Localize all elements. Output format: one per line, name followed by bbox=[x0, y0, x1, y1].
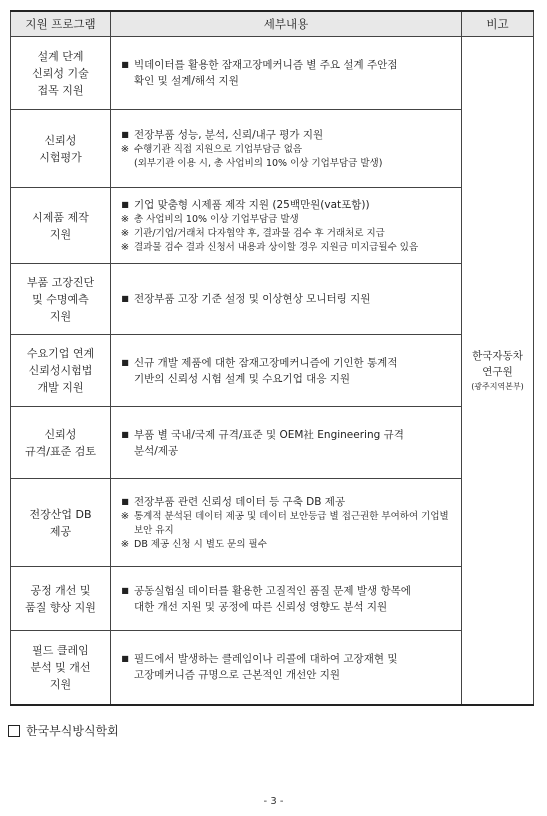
detail-text: 대한 개선 지원 및 공정에 따른 신뢰성 영향도 분석 지원 bbox=[134, 600, 388, 613]
detail-continuation-line bbox=[119, 667, 455, 683]
detail-note-line bbox=[119, 143, 455, 157]
detail-text: 총 사업비의 10% 이상 기업부담금 발생 bbox=[134, 213, 299, 225]
note-organization: 한국자동차 연구원 bbox=[472, 349, 523, 378]
table-row bbox=[11, 264, 534, 335]
detail-continuation-line bbox=[119, 73, 455, 89]
detail-text: 고장메커니즘 규명으로 근본적인 개선안 지원 bbox=[134, 669, 341, 682]
detail-text: 분석/제공 bbox=[134, 444, 179, 457]
detail-text: 결과물 검수 결과 신청서 내용과 상이할 경우 지원금 미지급될수 있음 bbox=[134, 241, 419, 253]
program-detail bbox=[111, 188, 462, 264]
program-name: 전장산업 DB 제공 bbox=[11, 479, 111, 567]
table-header-row bbox=[11, 11, 534, 37]
checkbox-square-icon bbox=[8, 725, 20, 737]
square-bullet-icon: ■ bbox=[121, 429, 129, 439]
page-number: - 3 - bbox=[263, 796, 284, 807]
detail-note-line bbox=[119, 538, 455, 552]
detail-text: 신규 개발 제품에 대한 잠재고장메커니즘에 기인한 통계적 bbox=[134, 356, 398, 369]
detail-bullet-line bbox=[119, 57, 455, 73]
detail-bullet-line bbox=[119, 291, 455, 307]
detail-continuation-line bbox=[119, 443, 455, 459]
program-name: 설계 단계 신뢰성 기술 접목 지원 bbox=[11, 37, 111, 110]
detail-text: 전장부품 고장 기준 설정 및 이상현상 모니터링 지원 bbox=[134, 293, 371, 305]
detail-note-line bbox=[119, 213, 455, 227]
table-row bbox=[11, 407, 534, 479]
detail-text: 필드에서 발생하는 클레임이나 리콜에 대하여 고장재현 및 bbox=[134, 653, 398, 666]
program-detail bbox=[111, 264, 462, 335]
reference-mark-icon: ※ bbox=[120, 143, 130, 155]
reference-mark-icon: ※ bbox=[120, 241, 130, 253]
detail-bullet-line bbox=[119, 583, 455, 599]
program-name: 신뢰성 규격/표준 검토 bbox=[11, 407, 111, 479]
square-bullet-icon: ■ bbox=[121, 654, 129, 664]
square-bullet-icon: ■ bbox=[121, 357, 129, 367]
program-name: 필드 클레임 분석 및 개선 지원 bbox=[11, 631, 111, 705]
detail-text: 공동실험실 데이터를 활용한 고질적인 품질 문제 발생 항목에 bbox=[134, 584, 411, 597]
detail-bullet-line bbox=[119, 494, 455, 510]
detail-text: (외부기관 이용 시, 총 사업비의 10% 이상 기업부담금 발생) bbox=[134, 157, 383, 169]
footer-organization bbox=[8, 722, 119, 739]
detail-bullet-line bbox=[119, 355, 455, 371]
square-bullet-icon: ■ bbox=[121, 294, 129, 303]
program-name: 신뢰성 시험평가 bbox=[11, 110, 111, 188]
program-name: 부품 고장진단 및 수명예측 지원 bbox=[11, 264, 111, 335]
table-row bbox=[11, 37, 534, 110]
detail-continuation-line bbox=[119, 371, 455, 387]
detail-bullet-line bbox=[119, 197, 455, 213]
detail-text: 통계적 분석된 데이터 제공 및 데이터 보안등급 별 접근권한 부여하여 기업별 보안 유지 bbox=[134, 510, 449, 536]
square-bullet-icon: ■ bbox=[121, 199, 129, 209]
program-name: 수요기업 연계 신뢰성시험법 개발 지원 bbox=[11, 335, 111, 407]
detail-bullet-line bbox=[119, 651, 455, 667]
table-row bbox=[11, 631, 534, 705]
detail-continuation-line bbox=[119, 599, 455, 615]
table-row bbox=[11, 188, 534, 264]
note-cell bbox=[462, 37, 534, 705]
program-detail bbox=[111, 479, 462, 567]
detail-text: 기반의 신뢰성 시험 설계 및 수요기업 대응 지원 bbox=[134, 372, 351, 385]
detail-bullet-line bbox=[119, 427, 455, 443]
header-note: 비고 bbox=[462, 11, 534, 37]
table-row bbox=[11, 479, 534, 567]
reference-mark-icon: ※ bbox=[120, 538, 130, 550]
table-row bbox=[11, 567, 534, 631]
detail-text: 부품 별 국내/국제 규격/표준 및 OEM社 Engineering 규격 bbox=[134, 428, 404, 441]
detail-bullet-line bbox=[119, 127, 455, 143]
detail-text: 전장부품 성능, 분석, 신뢰/내구 평가 지원 bbox=[134, 128, 324, 141]
detail-text: 확인 및 설계/해석 지원 bbox=[134, 75, 239, 87]
square-bullet-icon: ■ bbox=[121, 60, 129, 69]
detail-note-line bbox=[119, 241, 455, 255]
table-row bbox=[11, 110, 534, 188]
organization-name: 한국부식방식학회 bbox=[26, 724, 119, 738]
detail-text: 전장부품 관련 신뢰성 데이터 등 구축 DB 제공 bbox=[134, 495, 346, 508]
detail-text: DB 제공 신청 시 별도 문의 필수 bbox=[134, 538, 267, 550]
reference-mark-icon: ※ bbox=[120, 213, 130, 225]
program-name: 공정 개선 및 품질 향상 지원 bbox=[11, 567, 111, 631]
detail-continuation-line bbox=[119, 157, 455, 171]
table-row bbox=[11, 335, 534, 407]
program-detail bbox=[111, 110, 462, 188]
program-detail bbox=[111, 37, 462, 110]
header-program: 지원 프로그램 bbox=[11, 11, 111, 37]
detail-text: 기관/기업/거래처 다자협약 후, 결과물 검수 후 거래처로 지급 bbox=[134, 227, 385, 239]
detail-text: 기업 맞춤형 시제품 제작 지원 (25백만원(vat포함)) bbox=[134, 198, 370, 211]
reference-mark-icon: ※ bbox=[120, 227, 130, 239]
table-body bbox=[11, 37, 534, 705]
program-detail bbox=[111, 631, 462, 705]
program-detail bbox=[111, 407, 462, 479]
square-bullet-icon: ■ bbox=[121, 496, 129, 506]
program-name: 시제품 제작 지원 bbox=[11, 188, 111, 264]
square-bullet-icon: ■ bbox=[121, 585, 129, 595]
note-organization-branch: (광주지역본부) bbox=[471, 381, 524, 391]
program-detail bbox=[111, 335, 462, 407]
program-detail bbox=[111, 567, 462, 631]
support-program-table bbox=[10, 10, 534, 706]
detail-text: 수행기관 직접 지원으로 기업부담금 없음 bbox=[134, 143, 303, 155]
reference-mark-icon: ※ bbox=[120, 510, 130, 522]
detail-note-line bbox=[119, 510, 455, 538]
header-detail: 세부내용 bbox=[111, 11, 462, 37]
detail-text: 빅데이터를 활용한 잠재고장메커니즘 별 주요 설계 주안점 bbox=[134, 59, 398, 71]
detail-note-line bbox=[119, 227, 455, 241]
square-bullet-icon: ■ bbox=[121, 129, 129, 139]
